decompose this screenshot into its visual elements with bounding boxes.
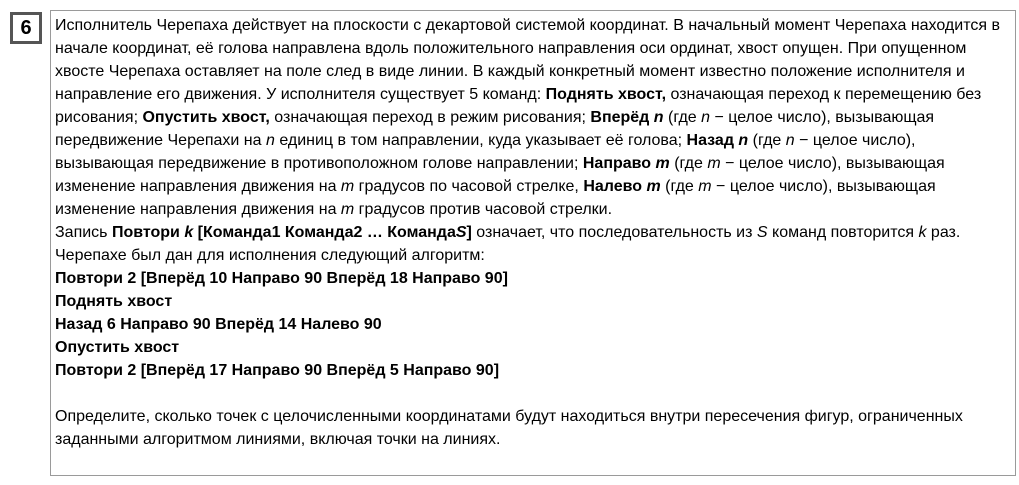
intro-text: (где (663, 109, 702, 126)
algorithm-intro: Черепахе был дан для исполнения следующий алгоритм: (55, 247, 485, 264)
algorithm-line: Повтори 2 [Вперёд 17 Направо 90 Вперёд 5 Направо 90] (55, 362, 500, 379)
task-number-badge: 6 (10, 12, 42, 44)
intro-text: (где (660, 178, 699, 195)
param-n: n (785, 132, 795, 149)
algorithm-line: Назад 6 Направо 90 Вперёд 14 Налево 90 (55, 316, 382, 333)
param-n: n (653, 109, 664, 126)
param-s: S (756, 224, 768, 241)
cmd-pen-up: Поднять хвост, (545, 86, 667, 103)
param-m: m (698, 178, 712, 195)
algorithm-line: Повтори 2 [Вперёд 10 Направо 90 Вперёд 18 Направо 90] (55, 270, 508, 287)
record-text: Запись (55, 224, 112, 241)
param-m: m (646, 178, 661, 195)
intro-text: градусов против часовой стрелки. (354, 201, 613, 218)
param-k: k (918, 224, 927, 241)
cmd-repeat: Повтори (111, 224, 185, 241)
param-s: S (455, 224, 467, 241)
intro-text: означающая переход к перемещению без рисования; (55, 86, 982, 126)
param-m: m (655, 155, 670, 172)
intro-text: − целое число), вызывающая изменение направления движения на (55, 155, 945, 195)
record-paragraph (55, 221, 1011, 244)
param-k: k (184, 224, 194, 241)
record-text: раз. (926, 224, 961, 241)
param-m: m (340, 201, 355, 218)
param-m: m (340, 178, 355, 195)
intro-text: Исполнитель Черепаха действует на плоскости с декартовой системой координат. В начальный момент Черепаха находится в начале координат, её голова направлена вдоль положительного направления оси ординат, хвост опущен. При опущенном хвосте Черепаха оставляет на поле след в виде линии. В каждый конкретный момент известно положение исполнителя и направление его движения. У исполнителя существует 5 команд: (55, 17, 1000, 103)
question-paragraph: Определите, сколько точек с целочисленными координатами будут находиться внутри пересечения фигур, ограниченных заданными алгоритмом линиями, включая точки на линиях. (55, 408, 963, 448)
cmd-repeat-close: ] (466, 224, 472, 241)
algorithm-line: Поднять хвост (55, 293, 173, 310)
param-n: n (738, 132, 749, 149)
intro-text: − целое число), вызывающая передвижение в противоположном голове направлении; (55, 132, 916, 172)
intro-text: − целое число), вызывающая передвижение Черепахи на (55, 109, 935, 149)
intro-text: (где (748, 132, 786, 149)
param-m: m (707, 155, 721, 172)
intro-paragraph (55, 14, 1011, 221)
cmd-left: Налево (583, 178, 647, 195)
intro-text: градусов по часовой стрелке, (354, 178, 584, 195)
param-n: n (701, 109, 711, 126)
cmd-right: Направо (582, 155, 656, 172)
record-text: команд повторится (767, 224, 919, 241)
blank-line (55, 382, 1011, 405)
intro-text: означающая переход в режим рисования; (269, 109, 591, 126)
cmd-forward: Вперёд (590, 109, 654, 126)
cmd-repeat-body: [Команда1 Команда2 … Команда (193, 224, 456, 241)
task-text-frame (50, 10, 1016, 476)
intro-text: − целое число), вызывающая изменение направления движения на (55, 178, 936, 218)
cmd-back: Назад (686, 132, 739, 149)
algorithm-line: Опустить хвост (55, 339, 180, 356)
record-text: означает, что последовательность из (471, 224, 757, 241)
param-n: n (265, 132, 275, 149)
intro-text: единиц в том направлении, куда указывает её голова; (274, 132, 687, 149)
intro-text: (где (669, 155, 708, 172)
cmd-pen-down: Опустить хвост, (142, 109, 270, 126)
